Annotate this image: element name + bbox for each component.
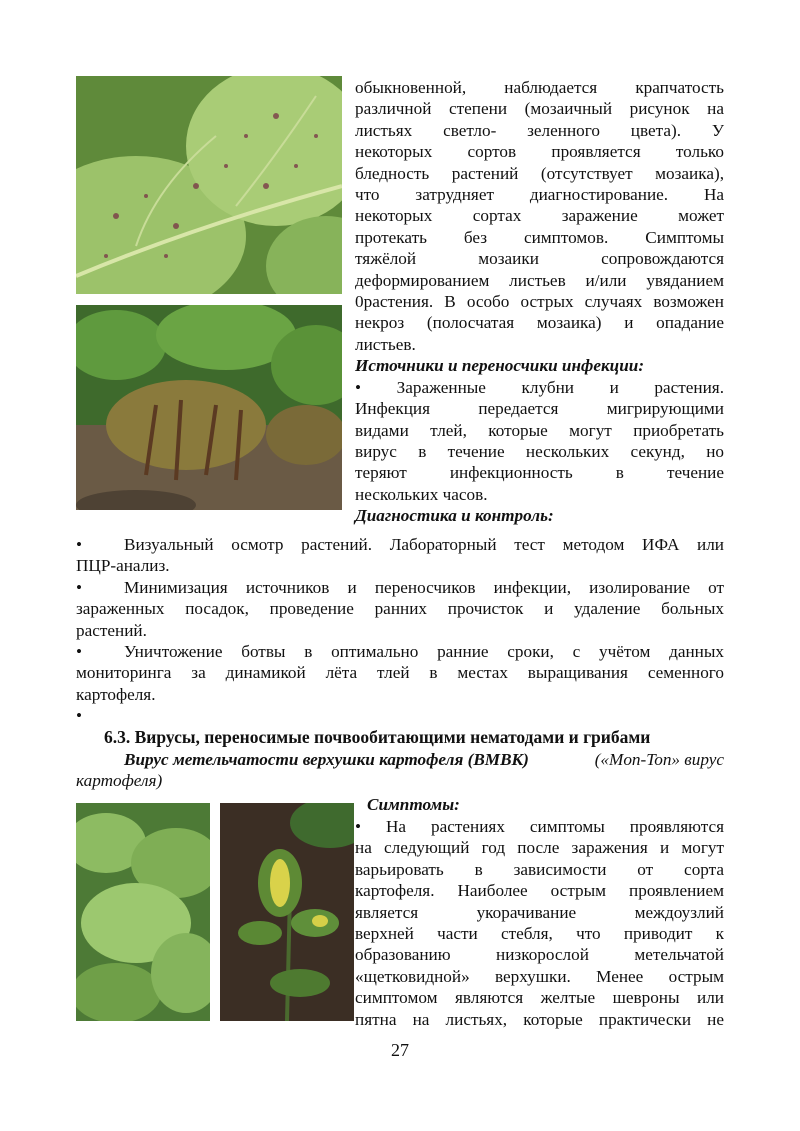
mosaic-description xyxy=(355,77,724,527)
text-line: ПЦР-анализ. xyxy=(76,556,170,576)
text-line: обыкновенной, наблюдается крапчатость xyxy=(355,78,724,97)
text-line: вирус в течение нескольких секунд, но xyxy=(355,441,724,461)
text-line: протекать без симптомов. Симптомы xyxy=(355,227,724,247)
text-line: листьев. xyxy=(355,334,416,354)
photo-mosaic-leaf xyxy=(76,76,342,294)
bullet-symbol: • xyxy=(76,577,83,597)
page-number: 27 xyxy=(391,1040,409,1060)
text-line: некоторых сортах заражение может xyxy=(355,206,724,226)
control-bullets xyxy=(76,534,724,727)
photo-wilted-plants xyxy=(76,305,342,510)
text-line: зараженных посадок, проведение ранних прочисток и удаление больных xyxy=(76,599,724,619)
text-line: Визуальный осмотр растений. Лабораторный тест методом ИФА или xyxy=(124,535,724,554)
list-item xyxy=(76,534,724,555)
photo-yellow-chevrons xyxy=(220,803,354,1021)
symptoms-block xyxy=(367,794,724,815)
bullet-symbol: • xyxy=(76,642,83,662)
text-line: видами тлей, которые могут приобретать xyxy=(355,420,724,440)
text-line: бледность растений (отсутствует мозаика), xyxy=(355,163,724,183)
list-item xyxy=(76,577,724,598)
text-line: на следующий год после заражения и могут xyxy=(355,838,724,858)
text-line: «щетковидной» верхушки. Менее острым xyxy=(355,966,724,986)
text-line: различной степени (мозаичный рисунок на xyxy=(355,99,724,119)
photo-bushy-plants xyxy=(76,803,210,1021)
virus-alt-name: («Mon-Ton» вирус xyxy=(594,750,724,769)
text-line: Инфекция передается мигрирующими xyxy=(355,399,724,419)
text-line: является укорачивание междоузлий xyxy=(355,902,724,922)
text-line: картофеля. Наиболее острым проявлением xyxy=(355,881,724,901)
text-line: листьях светло- зеленного цвета). У xyxy=(355,120,724,140)
text-line: растений. xyxy=(76,620,147,640)
bullet-symbol: • xyxy=(76,706,83,726)
sources-title: Источники и переносчики инфекции: xyxy=(355,356,645,376)
virus-alt-name-cont: картофеля) xyxy=(76,771,163,791)
text-line: Минимизация источников и переносчиков инфекции, изолирование от xyxy=(124,577,724,597)
text-line: нескольких часов. xyxy=(355,484,488,504)
virus-name: Вирус метельчатости верхушки картофеля (ВМВК) xyxy=(124,750,529,769)
virus-title-block xyxy=(76,749,724,792)
text-line: что затрудняет диагностирование. На xyxy=(355,185,724,205)
text-line: теряют инфекционность в течение xyxy=(355,463,724,483)
text-line: Уничтожение ботвы в оптимально ранние сроки, с учётом данных xyxy=(124,642,724,662)
section-heading: 6.3. Вирусы, переносимые почвообитающими нематодами и грибами xyxy=(104,727,651,747)
text-line: • На растениях симптомы проявляются xyxy=(355,817,724,836)
text-line: картофеля. xyxy=(76,684,156,704)
text-line: образованию низкорослой метельчатой xyxy=(355,945,724,965)
diag-title: Диагностика и контроль: xyxy=(355,506,554,526)
text-line: варьировать в зависимости от сорта xyxy=(355,859,724,879)
text-line: симптомом являются желтые шевроны или xyxy=(355,988,724,1008)
text-line: некоторых сортов проявляется только xyxy=(355,142,724,162)
symptoms-text xyxy=(355,816,724,1030)
text-line: мониторинга за динамикой лёта тлей в местах выращивания семенного xyxy=(76,663,724,683)
text-line: деформированием листьев и/или увяданием xyxy=(355,270,724,290)
text-line: пятна на листьях, которые практически не xyxy=(355,1009,724,1029)
text-line: • Зараженные клубни и растения. xyxy=(355,377,724,397)
symptoms-title: Симптомы: xyxy=(367,795,460,814)
text-line: тяжёлой мозаики сопровождаются xyxy=(355,249,724,269)
text-line: некроз (полосчатая мозаика) и опадание xyxy=(355,313,724,333)
list-item xyxy=(76,641,724,662)
text-line: 0растения. В особо острых случаях возможен xyxy=(355,292,724,312)
bullet-symbol: • xyxy=(76,535,83,554)
text-line: верхней части стебля, что приводит к xyxy=(355,924,724,944)
